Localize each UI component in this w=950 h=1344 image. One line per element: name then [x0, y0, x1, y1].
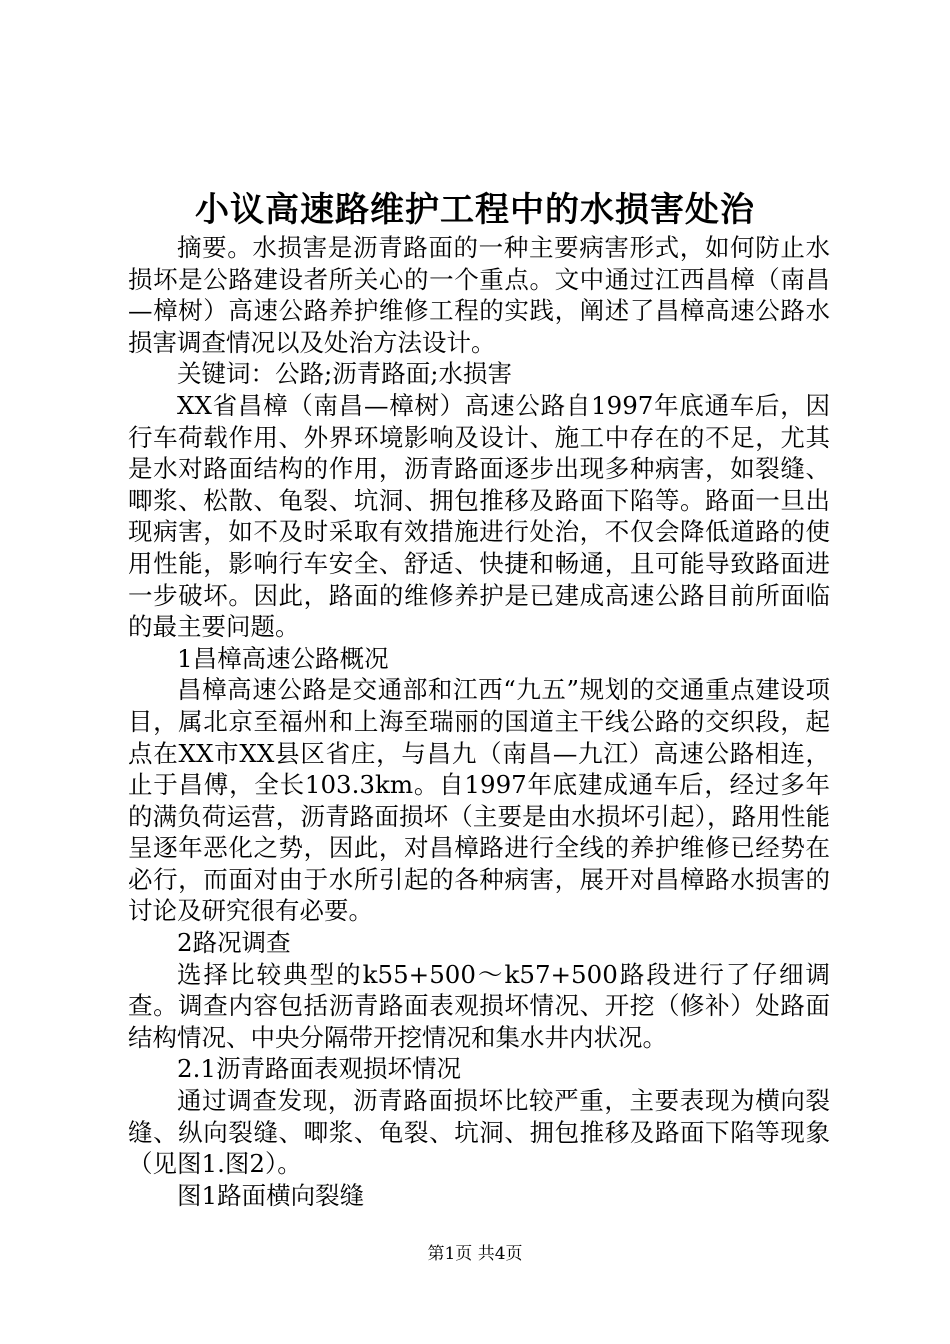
- figure-caption-1: 图1路面横向裂缝: [177, 1180, 365, 1210]
- page-footer: 第1页 共4页: [427, 1244, 523, 1264]
- section-heading-2: 2路况调查: [177, 928, 291, 958]
- abstract-paragraph: 摘要。水损害是沥青路面的一种主要病害形式，如何防止水损坏是公路建设者所关心的一个重点。文中通过江西昌樟（南昌—樟树）高速公路养护维修工程的实践，阐述了昌樟高速公路水损害调查情况以及处治方法设计。: [128, 233, 830, 357]
- section-heading-2-1: 2.1沥青路面表观损坏情况: [177, 1054, 461, 1084]
- section-heading-1: 1昌樟高速公路概况: [177, 643, 389, 673]
- overview-paragraph: 昌樟高速公路是交通部和江西“九五”规划的交通重点建设项目，属北京至福州和上海至瑞丽的国道主干线公路的交织段，起点在XX市XX县区省庄，与昌九（南昌—九江）高速公路相连，止于昌傅，全长103.3km。自1997年底建成通车后，经过多年的满负荷运营，沥青路面损坏（主要是由水损坏引起），路用性能呈逐年恶化之势，因此，对昌樟路进行全线的养护维修已经势在必行，而面对由于水所引起的各种病害，展开对昌樟路水损害的讨论及研究很有必要。: [128, 675, 830, 926]
- document-title: 小议高速路维护工程中的水损害处治: [195, 190, 755, 230]
- keywords-paragraph: 关键词：公路;沥青路面;水损害: [177, 359, 513, 389]
- damage-paragraph: 通过调查发现，沥青路面损坏比较严重，主要表现为横向裂缝、纵向裂缝、唧浆、龟裂、坑洞、拥包推移及路面下陷等现象（见图1.图2）。: [128, 1086, 830, 1179]
- document-body: [128, 232, 830, 1211]
- intro-paragraph: XX省昌樟（南昌—樟树）高速公路自1997年底通车后，因行车荷载作用、外界环境影响及设计、施工中存在的不足，尤其是水对路面结构的作用，沥青路面逐步出现多种病害，如裂缝、唧浆、松散、龟裂、坑洞、拥包推移及路面下陷等。路面一旦出现病害，如不及时采取有效措施进行处治，不仅会降低道路的使用性能，影响行车安全、舒适、快捷和畅通，且可能导致路面进一步破坏。因此，路面的维修养护是已建成高速公路目前所面临的最主要问题。: [128, 390, 830, 642]
- survey-paragraph: 选择比较典型的k55+500～k57+500路段进行了仔细调查。调查内容包括沥青路面表观损坏情况、开挖（修补）处路面结构情况、中央分隔带开挖情况和集水井内状况。: [128, 959, 830, 1052]
